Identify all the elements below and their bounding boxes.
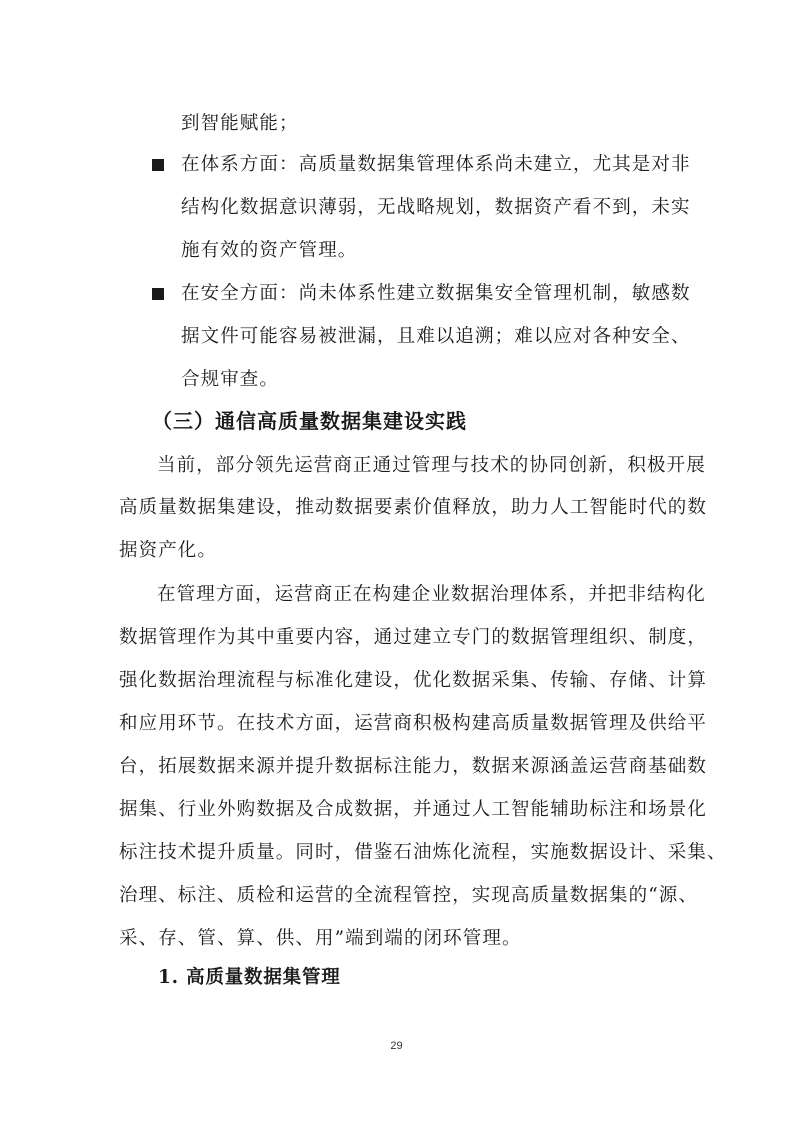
paragraph-line: 强化数据治理流程与标准化建设，优化数据采集、传输、存储、计算	[119, 670, 708, 691]
paragraph-line: 当前，部分领先运营商正通过管理与技术的协同创新，积极开展	[157, 455, 706, 476]
paragraph-line: 据资产化。	[119, 540, 218, 561]
bullet-text-line: 结构化数据意识薄弱，无战略规划，数据资产看不到，未实	[181, 197, 691, 218]
square-bullet-icon	[152, 159, 164, 171]
bullet-text-line: 在体系方面：高质量数据集管理体系尚未建立，尤其是对非	[181, 154, 691, 175]
subsection-heading: 1. 高质量数据集管理	[158, 967, 341, 988]
page-number: 29	[390, 1040, 403, 1052]
paragraph-line: 据集、行业外购数据及合成数据，并通过人工智能辅助标注和场景化	[119, 799, 708, 820]
bullet-text-line: 在安全方面：尚未体系性建立数据集安全管理机制，敏感数	[181, 283, 691, 304]
bullet-text-line: 合规审查。	[181, 369, 280, 390]
bullet-text-line: 施有效的资产管理。	[181, 240, 358, 261]
paragraph-line: 在管理方面，运营商正在构建企业数据治理体系，并把非结构化	[157, 584, 706, 605]
paragraph-line: 数据管理作为其中重要内容，通过建立专门的数据管理组织、制度，	[119, 627, 708, 648]
paragraph-line: 标注技术提升质量。同时，借鉴石油炼化流程，实施数据设计、采集、	[119, 842, 727, 863]
body-text-line: 到智能赋能；	[181, 113, 299, 134]
square-bullet-icon	[152, 288, 164, 300]
bullet-text-line: 据文件可能容易被泄漏，且难以追溯；难以应对各种安全、	[181, 326, 691, 347]
section-heading: （三）通信高质量数据集建设实践	[152, 409, 467, 433]
paragraph-line: 高质量数据集建设，推动数据要素价值释放，助力人工智能时代的数	[119, 497, 708, 518]
paragraph-line: 治理、标注、质检和运营的全流程管控，实现高质量数据集的“源、	[119, 885, 698, 906]
paragraph-line: 采、存、管、算、供、用”端到端的闭环管理。	[119, 928, 522, 949]
paragraph-line: 台，拓展数据来源并提升数据标注能力，数据来源涵盖运营商基础数	[119, 756, 708, 777]
paragraph-line: 和应用环节。在技术方面，运营商积极构建高质量数据管理及供给平	[119, 713, 708, 734]
